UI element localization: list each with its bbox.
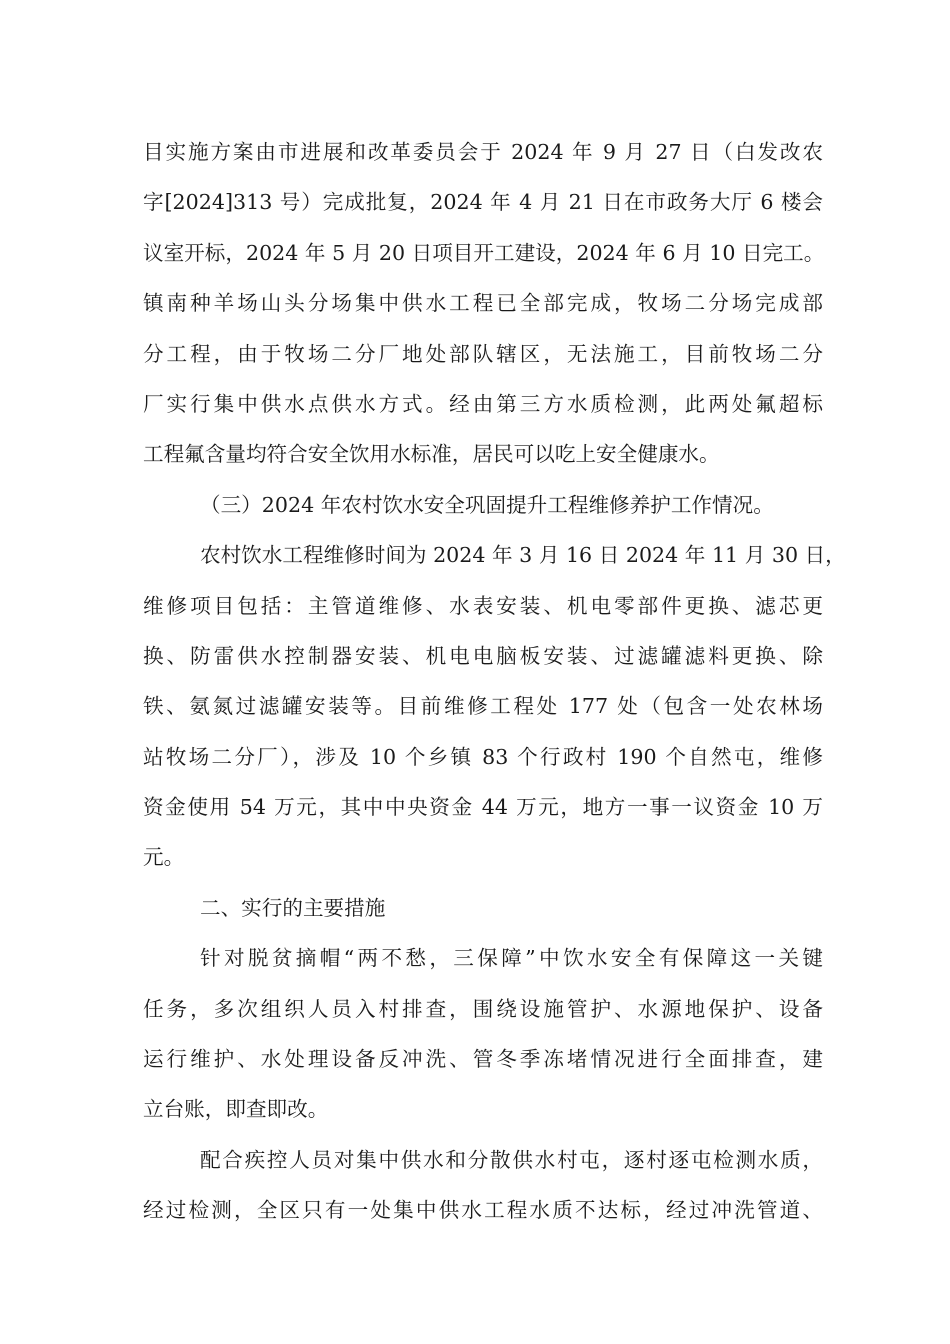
text-line: 字[2024]313 号）完成批复，2024 年 4 月 21 日在市政务大厅 6 楼会: [143, 190, 823, 215]
paragraph-maintenance-details: [143, 530, 846, 883]
text-line: 资金使用 54 万元，其中中央资金 44 万元，地方一事一议资金 10 万: [143, 795, 823, 820]
text-line: 议室开标，2024 年 5 月 20 日项目开工建设，2024 年 6 月 10 日完工。: [143, 240, 825, 265]
section-heading-main-measures: [143, 883, 823, 933]
text-line: 工程氟含量均符合安全饮用水标准，居民可以吃上安全健康水。: [143, 442, 720, 467]
paragraph-project-approval: [143, 127, 823, 480]
document-body: [143, 127, 846, 1236]
text-line: 经过检测，全区只有一处集中供水工程水质不达标，经过冲洗管道、: [143, 1198, 823, 1223]
paragraph-water-quality: [143, 1135, 823, 1236]
paragraph-inspection: [143, 933, 823, 1135]
text-line: 站牧场二分厂），涉及 10 个乡镇 83 个行政村 190 个自然屯，维修: [143, 744, 823, 769]
text-line: 厂实行集中供水点供水方式。经由第三方水质检测，此两处氟超标: [143, 391, 823, 416]
text-line: 元。: [143, 845, 185, 870]
text-line: 镇南种羊场山头分场集中供水工程已全部完成，牧场二分场完成部: [143, 291, 823, 316]
text-line: 目实施方案由市进展和改革委员会于 2024 年 9 月 27 日（白发改农: [143, 140, 823, 164]
heading-text: 二、实行的主要措施: [200, 895, 386, 920]
text-line: 分工程，由于牧场二分厂地处部队辖区，无法施工，目前牧场二分: [143, 341, 823, 366]
text-line: 换、防雷供水控制器安装、机电电脑板安装、过滤罐滤料更换、除: [143, 643, 823, 668]
text-line: 运行维护、水处理设备反冲洗、管冬季冻堵情况进行全面排查，建: [143, 1047, 823, 1072]
section-heading-maintenance: [143, 480, 823, 530]
text-line: 针对脱贫摘帽“两不愁，三保障”中饮水安全有保障这一关键: [200, 946, 823, 971]
text-line: 农村饮水工程维修时间为 2024 年 3 月 16 日 2024 年 11 月 30 日，: [200, 543, 846, 568]
text-line: 维修项目包括：主管道维修、水表安装、机电零部件更换、滤芯更: [143, 593, 823, 618]
heading-text: （三）2024 年农村饮水安全巩固提升工程维修养护工作情况。: [200, 492, 774, 517]
text-line: 立台账，即查即改。: [143, 1097, 329, 1122]
text-line: 配合疾控人员对集中供水和分散供水村屯，逐村逐屯检测水质，: [200, 1147, 823, 1172]
text-line: 任务，多次组织人员入村排查，围绕设施管护、水源地保护、设备: [143, 996, 823, 1021]
text-line: 铁、氨氮过滤罐安装等。目前维修工程处 177 处（包含一处农林场: [143, 694, 823, 719]
